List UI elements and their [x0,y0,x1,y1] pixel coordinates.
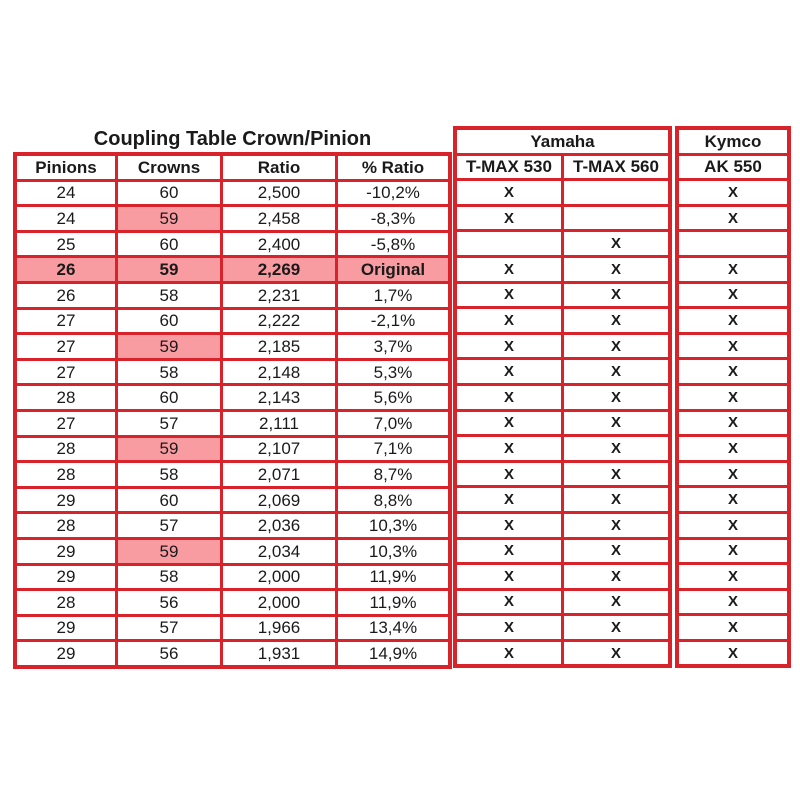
compatibility-mark: X [677,333,789,359]
cell-pct: Original [337,257,451,283]
compatibility-row [677,615,789,641]
compatibility-mark [455,231,563,257]
cell-pinions: 25 [15,231,117,257]
cell-ratio: 1,931 [222,641,337,667]
header-row [15,154,450,180]
cell-pct: 10,3% [337,538,451,564]
compatibility-mark [563,180,671,206]
cell-pct: 8,8% [337,487,451,513]
compatibility-mark: X [563,564,671,590]
cell-pinions: 29 [15,641,117,667]
coupling-table-body [15,180,450,667]
compatibility-mark: X [563,512,671,538]
cell-pct: -2,1% [337,308,451,334]
compatibility-row [455,615,670,641]
table-row [15,359,450,385]
cell-ratio: 2,500 [222,180,337,206]
cell-pct: 14,9% [337,641,451,667]
header-crowns: Crowns [117,154,222,180]
cell-pct: 13,4% [337,615,451,641]
compatibility-row [677,308,789,334]
table-row [15,590,450,616]
cell-pinions: 26 [15,257,117,283]
cell-pinions: 28 [15,462,117,488]
cell-pinions: 27 [15,308,117,334]
model-tmax-530: T-MAX 530 [455,154,563,180]
compatibility-row [455,538,670,564]
compatibility-mark: X [455,384,563,410]
cell-pct: 3,7% [337,334,451,360]
yamaha-table-block [453,126,672,668]
cell-pinions: 28 [15,436,117,462]
yamaha-table [453,126,672,668]
compatibility-row [677,436,789,462]
compatibility-mark: X [677,359,789,385]
cell-ratio: 2,143 [222,385,337,411]
cell-ratio: 2,269 [222,257,337,283]
cell-pct: 1,7% [337,282,451,308]
table-row [15,513,450,539]
compatibility-mark: X [677,589,789,615]
compatibility-mark: X [455,538,563,564]
compatibility-mark: X [455,180,563,206]
cell-ratio: 2,185 [222,334,337,360]
brand-yamaha: Yamaha [455,128,670,154]
page-title: Coupling Table Crown/Pinion [93,128,372,150]
model-ak-550: AK 550 [677,154,789,180]
cell-ratio: 2,148 [222,359,337,385]
compatibility-row [677,564,789,590]
compatibility-row [455,410,670,436]
compatibility-row [677,538,789,564]
compatibility-mark: X [677,615,789,641]
cell-pct: 5,3% [337,359,451,385]
cell-pinions: 26 [15,282,117,308]
compatibility-mark: X [455,461,563,487]
compatibility-mark: X [455,359,563,385]
compatibility-row [455,256,670,282]
cell-crowns: 58 [117,282,222,308]
compatibility-row [455,180,670,206]
kymco-table-header [677,128,789,180]
cell-ratio: 2,111 [222,410,337,436]
compatibility-row [455,512,670,538]
cell-ratio: 2,000 [222,564,337,590]
cell-crowns: 56 [117,590,222,616]
cell-crowns: 60 [117,308,222,334]
cell-pct: 11,9% [337,590,451,616]
compatibility-mark: X [563,231,671,257]
compatibility-mark: X [455,487,563,513]
table-row [15,538,450,564]
cell-crowns: 60 [117,385,222,411]
kymco-table-block [675,126,791,668]
cell-pct: 11,9% [337,564,451,590]
cell-pinions: 29 [15,564,117,590]
cell-pct: 8,7% [337,462,451,488]
compatibility-row [677,589,789,615]
compatibility-mark: X [563,256,671,282]
cell-pinions: 28 [15,590,117,616]
brand-kymco: Kymco [677,128,789,154]
compatibility-row [677,410,789,436]
compatibility-row [455,359,670,385]
compatibility-mark: X [563,384,671,410]
compatibility-mark: X [455,512,563,538]
compatibility-mark: X [677,461,789,487]
compatibility-mark: X [563,359,671,385]
table-row [15,206,450,232]
coupling-table [13,152,452,669]
cell-crowns: 59 [117,538,222,564]
coupling-table-layout [13,126,791,669]
compatibility-row [677,205,789,231]
cell-ratio: 2,036 [222,513,337,539]
cell-pinions: 28 [15,513,117,539]
compatibility-mark: X [455,308,563,334]
compatibility-mark: X [677,256,789,282]
compatibility-row [677,180,789,206]
cell-pct: 5,6% [337,385,451,411]
compatibility-mark: X [455,333,563,359]
compatibility-mark: X [563,308,671,334]
compatibility-mark: X [677,564,789,590]
compatibility-mark: X [563,538,671,564]
table-row [15,564,450,590]
compatibility-mark: X [677,512,789,538]
coupling-table-header [15,154,450,180]
compatibility-row [677,231,789,257]
brand-row [677,128,789,154]
cell-pinions: 24 [15,180,117,206]
table-row [15,462,450,488]
yamaha-table-header [455,128,670,180]
table-row [15,641,450,667]
compatibility-mark: X [677,410,789,436]
compatibility-row [455,231,670,257]
cell-crowns: 59 [117,436,222,462]
compatibility-mark: X [563,461,671,487]
cell-pinions: 27 [15,359,117,385]
table-row [15,615,450,641]
yamaha-table-body [455,180,670,667]
compatibility-mark: X [563,410,671,436]
compatibility-row [677,256,789,282]
cell-crowns: 60 [117,180,222,206]
compatibility-row [455,333,670,359]
cell-crowns: 58 [117,462,222,488]
cell-ratio: 2,400 [222,231,337,257]
compatibility-row [677,487,789,513]
brand-row [455,128,670,154]
table-row [15,410,450,436]
compatibility-mark: X [677,308,789,334]
table-row [15,487,450,513]
compatibility-mark: X [677,436,789,462]
cell-crowns: 59 [117,334,222,360]
compatibility-row [677,512,789,538]
compatibility-mark: X [677,538,789,564]
table-row [15,334,450,360]
cell-crowns: 59 [117,206,222,232]
cell-pct: -5,8% [337,231,451,257]
compatibility-row [455,487,670,513]
header-ratio: Ratio [222,154,337,180]
cell-pinions: 27 [15,410,117,436]
compatibility-row [677,282,789,308]
compatibility-row [455,384,670,410]
cell-pinions: 29 [15,487,117,513]
compatibility-row [455,640,670,666]
compatibility-mark: X [563,487,671,513]
cell-ratio: 2,071 [222,462,337,488]
cell-crowns: 57 [117,410,222,436]
cell-pct: 10,3% [337,513,451,539]
cell-crowns: 58 [117,564,222,590]
cell-ratio: 2,458 [222,206,337,232]
compatibility-row [677,333,789,359]
compatibility-mark: X [563,589,671,615]
cell-ratio: 2,222 [222,308,337,334]
kymco-table-body [677,180,789,667]
compatibility-mark: X [563,333,671,359]
header-pinions: Pinions [15,154,117,180]
model-row [455,154,670,180]
table-row [15,282,450,308]
compatibility-row [677,359,789,385]
cell-ratio: 2,000 [222,590,337,616]
compatibility-row [455,589,670,615]
compatibility-mark: X [455,410,563,436]
header-pct-ratio: % Ratio [337,154,451,180]
compatibility-mark [563,205,671,231]
compatibility-mark: X [677,205,789,231]
cell-ratio: 2,034 [222,538,337,564]
compatibility-mark: X [677,487,789,513]
cell-ratio: 2,231 [222,282,337,308]
cell-pct: 7,1% [337,436,451,462]
kymco-table [675,126,791,668]
cell-pinions: 27 [15,334,117,360]
cell-crowns: 60 [117,487,222,513]
table-row [15,436,450,462]
cell-crowns: 58 [117,359,222,385]
compatibility-mark: X [455,282,563,308]
cell-ratio: 2,069 [222,487,337,513]
compatibility-mark: X [455,589,563,615]
compatibility-mark: X [677,384,789,410]
cell-pinions: 29 [15,538,117,564]
compatibility-row [677,640,789,666]
model-row [677,154,789,180]
cell-pct: -8,3% [337,206,451,232]
compatibility-mark: X [563,640,671,666]
table-row [15,385,450,411]
cell-crowns: 56 [117,641,222,667]
compatibility-row [455,564,670,590]
compatibility-mark: X [677,282,789,308]
table-row [15,257,450,283]
table-row [15,180,450,206]
compatibility-mark: X [563,615,671,641]
compatibility-mark: X [455,256,563,282]
table-row [15,231,450,257]
cell-pct: 7,0% [337,410,451,436]
cell-crowns: 60 [117,231,222,257]
compatibility-mark [677,231,789,257]
compatibility-mark: X [677,180,789,206]
compatibility-mark: X [455,564,563,590]
cell-pinions: 29 [15,615,117,641]
compatibility-row [455,308,670,334]
compatibility-row [455,282,670,308]
compatibility-mark: X [455,640,563,666]
cell-pinions: 24 [15,206,117,232]
compatibility-mark: X [563,436,671,462]
compatibility-row [455,436,670,462]
compatibility-mark: X [455,436,563,462]
model-tmax-560: T-MAX 560 [563,154,671,180]
cell-crowns: 59 [117,257,222,283]
compatibility-row [455,461,670,487]
cell-ratio: 1,966 [222,615,337,641]
cell-pct: -10,2% [337,180,451,206]
compatibility-row [677,461,789,487]
cell-crowns: 57 [117,615,222,641]
cell-crowns: 57 [117,513,222,539]
compatibility-mark: X [455,205,563,231]
main-table-block [13,126,452,669]
cell-pinions: 28 [15,385,117,411]
compatibility-mark: X [677,640,789,666]
compatibility-mark: X [455,615,563,641]
compatibility-row [677,384,789,410]
compatibility-mark: X [563,282,671,308]
compatibility-row [455,205,670,231]
cell-ratio: 2,107 [222,436,337,462]
table-row [15,308,450,334]
